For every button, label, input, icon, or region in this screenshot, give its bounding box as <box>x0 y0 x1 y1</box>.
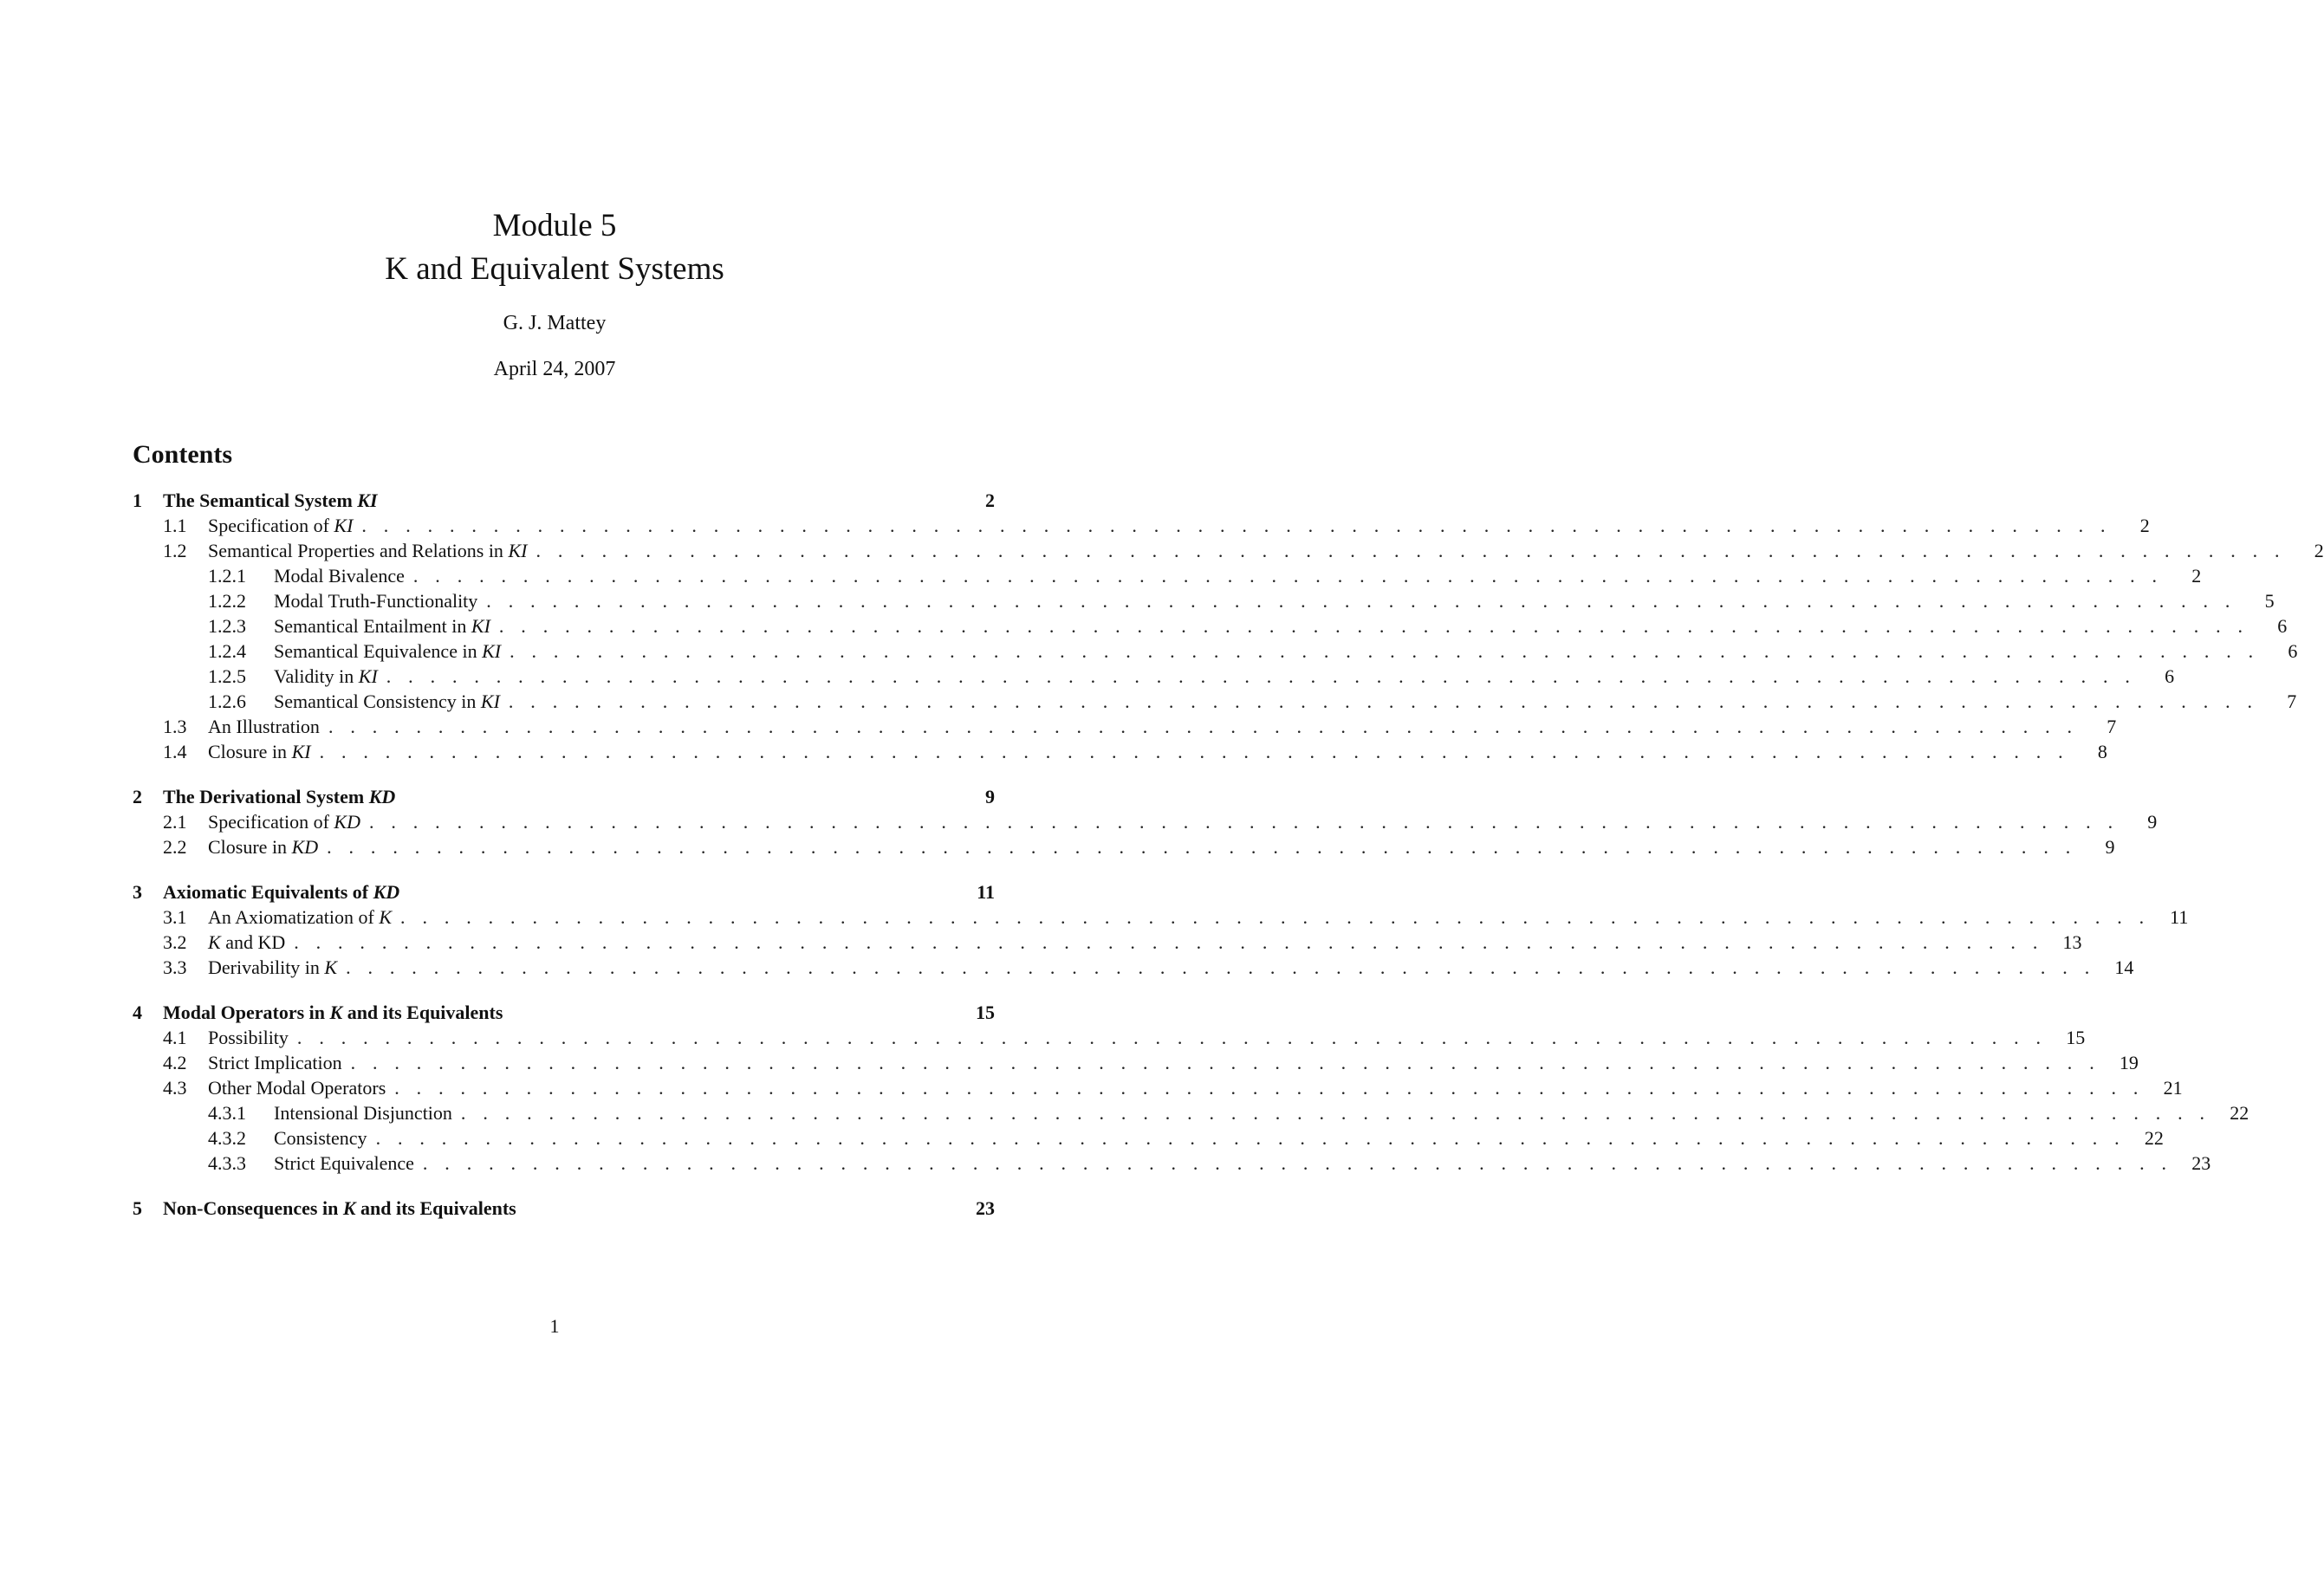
toc-page-number: 2 <box>2139 515 2150 536</box>
toc-title-italic: KI <box>358 665 378 687</box>
toc-entry-number: 3.1 <box>163 906 187 928</box>
author: G. J. Mattey <box>503 312 607 334</box>
toc-dot-leader: . . . . . . . . . . . . . . . . . . . . . . . . . . . . . . . . . . . . . . . . . . . . . . . . . . . . . . . . . . . . . . . . . . . . . . . . . . . . . . . . <box>361 515 2112 536</box>
toc-entry-number: 2.1 <box>163 811 187 833</box>
toc-entry-number: 1.4 <box>163 741 187 762</box>
toc-page-number: 2 <box>985 490 995 511</box>
toc-entry-title[interactable] <box>208 834 318 859</box>
toc-section-number: 5 <box>133 1197 142 1219</box>
toc-entry-title[interactable] <box>163 1196 516 1221</box>
toc-title-text: and its Equivalents <box>355 1197 516 1219</box>
toc-title-italic: KD <box>368 786 396 807</box>
toc-entry-row[interactable] <box>133 1025 2086 1050</box>
toc-page-number: 6 <box>2288 640 2298 662</box>
toc-entry-number: 1.2.6 <box>208 690 246 712</box>
toc-title-text: Axiomatic Equivalents of <box>163 881 373 903</box>
title-line-1: Module 5 <box>492 208 617 243</box>
toc-entry-title[interactable] <box>208 904 392 930</box>
toc-page-number: 8 <box>2097 741 2107 762</box>
toc-section-row[interactable] <box>133 879 995 904</box>
toc-dot-leader: . . . . . . . . . . . . . . . . . . . . . . . . . . . . . . . . . . . . . . . . . . . . . . . . . . . . . . . . . . . . . . . . . . . . . . . . . . . . . . . . <box>412 565 2164 587</box>
toc-section-row[interactable] <box>133 1000 995 1025</box>
toc-section <box>133 1000 2249 1176</box>
toc-title-text: Possibility <box>208 1027 289 1048</box>
toc-entry-row[interactable] <box>133 538 2324 563</box>
toc-title-text: Intensional Disjunction <box>274 1102 452 1124</box>
contents-heading: Contents <box>133 440 233 469</box>
toc-title-italic: KI <box>357 490 378 511</box>
toc-page-number: 7 <box>2107 716 2117 737</box>
toc-entry-title[interactable] <box>274 1125 367 1151</box>
toc-title-text: Semantical Entailment in <box>274 615 471 637</box>
toc-entry-row[interactable] <box>133 563 2202 588</box>
toc-entry-title[interactable] <box>274 689 500 714</box>
toc-title-text: Strict Equivalence <box>274 1152 414 1174</box>
title-block <box>0 204 1109 382</box>
toc-title-text: The Derivational System <box>163 786 369 807</box>
toc-title-italic: K <box>208 931 221 953</box>
toc-dot-leader: . . . . . . . . . . . . . . . . . . . . . . . . . . . . . . . . . . . . . . . . . . . . . . . . . . . . . . . . . . . . . . . . . . . . . . . . . . . . . . . . <box>486 590 2236 612</box>
date: April 24, 2007 <box>493 358 616 380</box>
toc-entry-row[interactable] <box>133 689 2297 714</box>
toc-section-number: 2 <box>133 786 142 807</box>
toc-title-text: Derivability in <box>208 956 325 978</box>
toc-entry-row[interactable] <box>133 664 2175 689</box>
toc-entry-row[interactable] <box>133 739 2107 764</box>
toc-section-number: 3 <box>133 881 142 903</box>
toc-section <box>133 784 2158 859</box>
toc-page-number: 2 <box>2191 565 2202 587</box>
toc-entry-number: 1.2.5 <box>208 665 246 687</box>
toc-entry-title[interactable] <box>208 809 360 834</box>
toc-entry-title[interactable] <box>163 1000 503 1025</box>
toc-title-text: Specification of <box>208 515 334 536</box>
toc-section <box>133 1196 995 1221</box>
toc-page-number: 2 <box>2314 540 2324 561</box>
toc-page-number: 9 <box>2147 811 2158 833</box>
toc-dot-leader: . . . . . . . . . . . . . . . . . . . . . . . . . . . . . . . . . . . . . . . . . . . . . . . . . . . . . . . . . . . . . . . . . . . . . . . . . . . . . . . . <box>296 1027 2048 1048</box>
toc-entry-title[interactable] <box>274 613 490 639</box>
toc-dot-leader: . . . . . . . . . . . . . . . . . . . . . . . . . . . . . . . . . . . . . . . . . . . . . . . . . . . . . . . . . . . . . . . . . . . . . . . . . . . . . . . . <box>510 640 2260 662</box>
toc-title-italic: K <box>342 1197 356 1219</box>
toc-entry-title[interactable] <box>208 739 311 764</box>
toc-page-number: 22 <box>2144 1127 2164 1149</box>
toc-entry-title[interactable] <box>208 955 337 980</box>
toc-dot-leader: . . . . . . . . . . . . . . . . . . . . . . . . . . . . . . . . . . . . . . . . . . . . . . . . . . . . . . . . . . . . . . . . . . . . . . . . . . . . . . . . <box>460 1102 2211 1124</box>
toc-title-text: An Axiomatization of <box>208 906 380 928</box>
toc-dot-leader: . . . . . . . . . . . . . . . . . . . . . . . . . . . . . . . . . . . . . . . . . . . . . . . . . . . . . . . . . . . . . . . . . . . . . . . . . . . . . . . . <box>400 906 2151 928</box>
toc-entry-title[interactable] <box>208 1075 386 1100</box>
toc-entry-row[interactable] <box>133 834 2115 859</box>
toc-page-number: 13 <box>2062 931 2082 953</box>
toc-entry-number: 1.3 <box>163 716 187 737</box>
toc-page-number: 5 <box>2264 590 2275 612</box>
toc-page-number: 23 <box>976 1197 995 1219</box>
toc-entry-number: 4.3.2 <box>208 1127 246 1149</box>
toc-entry-number: 1.1 <box>163 515 187 536</box>
toc-entry-row[interactable] <box>133 904 2189 930</box>
toc-title-italic: K <box>379 906 393 928</box>
toc-title-text: Semantical Consistency in <box>274 690 481 712</box>
toc-entry-number: 4.1 <box>163 1027 187 1048</box>
toc-page-number: 22 <box>2230 1102 2249 1124</box>
toc-entry-row[interactable] <box>133 955 2134 980</box>
toc-page-number: 9 <box>985 786 995 807</box>
toc-page-number: 6 <box>2277 615 2288 637</box>
toc-entry-number: 1.2.1 <box>208 565 246 587</box>
toc-dot-leader: . . . . . . . . . . . . . . . . . . . . . . . . . . . . . . . . . . . . . . . . . . . . . . . . . . . . . . . . . . . . . . . . . . . . . . . . . . . . . . . . <box>368 811 2120 833</box>
toc-entry-number: 4.2 <box>163 1052 187 1073</box>
toc-page-number: 9 <box>2105 836 2115 858</box>
toc-entry-title[interactable] <box>208 513 353 538</box>
toc-dot-leader: . . . . . . . . . . . . . . . . . . . . . . . . . . . . . . . . . . . . . . . . . . . . . . . . . . . . . . . . . . . . . . . . . . . . . . . . . . . . . . . . <box>394 1077 2145 1099</box>
toc-entry-row[interactable] <box>133 714 2117 739</box>
toc-entry-number: 1.2.3 <box>208 615 246 637</box>
toc-title-italic: KI <box>471 615 490 637</box>
toc-title-text: An Illustration <box>208 716 320 737</box>
toc-page-number: 15 <box>976 1002 995 1023</box>
toc-title-italic: KI <box>291 741 311 762</box>
toc-entry-title[interactable] <box>163 784 395 809</box>
toc-page-number: 21 <box>2163 1077 2183 1099</box>
toc-entry-number: 3.3 <box>163 956 187 978</box>
toc-entry-row[interactable] <box>133 1125 2164 1151</box>
toc-entry-title[interactable] <box>208 538 527 563</box>
toc-entry-title[interactable] <box>208 714 320 739</box>
toc-page-number: 19 <box>2119 1052 2139 1073</box>
toc-title-text: Consistency <box>274 1127 367 1149</box>
toc-title-text: Specification of <box>208 811 334 833</box>
toc-section-row[interactable] <box>133 1196 995 1221</box>
toc-title-italic: KD <box>334 811 360 833</box>
toc-entry-title[interactable] <box>163 879 399 904</box>
toc-title-italic: KI <box>480 690 500 712</box>
toc-title-text: The Semantical System <box>163 490 358 511</box>
toc-title-text: Validity in <box>274 665 359 687</box>
toc-entry-row[interactable] <box>133 588 2275 613</box>
toc-title-text: Semantical Properties and Relations in <box>208 540 509 561</box>
toc-entry-title[interactable] <box>208 1050 342 1075</box>
toc-dot-leader: . . . . . . . . . . . . . . . . . . . . . . . . . . . . . . . . . . . . . . . . . . . . . . . . . . . . . . . . . . . . . . . . . . . . . . . . . . . . . . . . <box>508 690 2259 712</box>
toc-entry-row[interactable] <box>133 1075 2183 1100</box>
toc-entry-row[interactable] <box>133 513 2150 538</box>
toc-section-number: 4 <box>133 1002 142 1023</box>
toc-section-number: 1 <box>133 490 142 511</box>
toc-entry-title[interactable] <box>274 664 378 689</box>
toc-entry-row[interactable] <box>133 613 2288 639</box>
toc-section-row[interactable] <box>133 488 995 513</box>
toc-title-italic: KD <box>373 881 400 903</box>
toc-entry-number: 3.2 <box>163 931 187 953</box>
toc-entry-title[interactable] <box>274 1151 414 1176</box>
toc-title-italic: K <box>329 1002 343 1023</box>
toc-dot-leader: . . . . . . . . . . . . . . . . . . . . . . . . . . . . . . . . . . . . . . . . . . . . . . . . . . . . . . . . . . . . . . . . . . . . . . . . . . . . . . . . <box>422 1152 2173 1174</box>
toc-entry-title[interactable] <box>163 488 378 513</box>
toc-page-number: 11 <box>2170 906 2189 928</box>
toc-title-text: Closure in <box>208 836 292 858</box>
toc-title-italic: KD <box>291 836 319 858</box>
toc-entry-row[interactable] <box>133 809 2158 834</box>
toc-title-text: Modal Bivalence <box>274 565 405 587</box>
table-of-contents <box>133 488 2324 1241</box>
toc-title-text: Strict Implication <box>208 1052 342 1073</box>
toc-entry-title[interactable] <box>274 563 405 588</box>
toc-dot-leader: . . . . . . . . . . . . . . . . . . . . . . . . . . . . . . . . . . . . . . . . . . . . . . . . . . . . . . . . . . . . . . . . . . . . . . . . . . . . . . . . <box>294 931 2044 953</box>
toc-entry-number: 1.2.2 <box>208 590 246 612</box>
toc-title-text: Modal Truth-Functionality <box>274 590 478 612</box>
toc-entry-number: 1.2 <box>163 540 187 561</box>
toc-title-italic: K <box>324 956 338 978</box>
toc-dot-leader: . . . . . . . . . . . . . . . . . . . . . . . . . . . . . . . . . . . . . . . . . . . . . . . . . . . . . . . . . . . . . . . . . . . . . . . . . . . . . . . . <box>386 665 2137 687</box>
title-line-2: K and Equivalent Systems <box>385 251 724 287</box>
toc-entry-row[interactable] <box>133 930 2082 955</box>
toc-page-number: 6 <box>2165 665 2175 687</box>
toc-dot-leader: . . . . . . . . . . . . . . . . . . . . . . . . . . . . . . . . . . . . . . . . . . . . . . . . . . . . . . . . . . . . . . . . . . . . . . . . . . . . . . . . <box>346 956 2096 978</box>
toc-entry-row[interactable] <box>133 639 2298 664</box>
toc-dot-leader: . . . . . . . . . . . . . . . . . . . . . . . . . . . . . . . . . . . . . . . . . . . . . . . . . . . . . . . . . . . . . . . . . . . . . . . . . . . . . . . . <box>327 836 2077 858</box>
toc-entry-row[interactable] <box>133 1100 2249 1125</box>
toc-entry-number: 2.2 <box>163 836 187 858</box>
toc-entry-title[interactable] <box>274 1100 452 1125</box>
toc-page-number: 15 <box>2066 1027 2086 1048</box>
toc-entry-number: 4.3.3 <box>208 1152 246 1174</box>
toc-title-text: and its Equivalents <box>342 1002 503 1023</box>
page-number: 1 <box>549 1315 560 1337</box>
toc-title-text: Semantical Equivalence in <box>274 640 483 662</box>
toc-dot-leader: . . . . . . . . . . . . . . . . . . . . . . . . . . . . . . . . . . . . . . . . . . . . . . . . . . . . . . . . . . . . . . . . . . . . . . . . . . . . . . . . <box>498 615 2249 637</box>
toc-title-italic: KI <box>334 515 354 536</box>
toc-dot-leader: . . . . . . . . . . . . . . . . . . . . . . . . . . . . . . . . . . . . . . . . . . . . . . . . . . . . . . . . . . . . . . . . . . . . . . . . . . . . . . . . <box>350 1052 2100 1073</box>
toc-entry-number: 4.3.1 <box>208 1102 246 1124</box>
toc-page-number: 23 <box>2191 1152 2211 1174</box>
toc-title-text: Non-Consequences in <box>163 1197 343 1219</box>
toc-section <box>133 879 2189 980</box>
toc-entry-title[interactable] <box>208 1025 289 1050</box>
toc-entry-row[interactable] <box>133 1050 2139 1075</box>
toc-dot-leader: . . . . . . . . . . . . . . . . . . . . . . . . . . . . . . . . . . . . . . . . . . . . . . . . . . . . . . . . . . . . . . . . . . . . . . . . . . . . . . . . <box>536 540 2286 561</box>
toc-entry-title[interactable] <box>274 639 501 664</box>
toc-dot-leader: . . . . . . . . . . . . . . . . . . . . . . . . . . . . . . . . . . . . . . . . . . . . . . . . . . . . . . . . . . . . . . . . . . . . . . . . . . . . . . . . <box>319 741 2069 762</box>
toc-dot-leader: . . . . . . . . . . . . . . . . . . . . . . . . . . . . . . . . . . . . . . . . . . . . . . . . . . . . . . . . . . . . . . . . . . . . . . . . . . . . . . . . <box>328 716 2079 737</box>
toc-section <box>133 488 2324 764</box>
toc-page-number: 11 <box>977 881 995 903</box>
toc-page-number: 7 <box>2287 690 2297 712</box>
toc-entry-number: 1.2.4 <box>208 640 246 662</box>
toc-title-text: Modal Operators in <box>163 1002 330 1023</box>
toc-entry-title[interactable] <box>274 588 477 613</box>
toc-entry-row[interactable] <box>133 1151 2211 1176</box>
toc-title-italic: KI <box>508 540 528 561</box>
toc-section-row[interactable] <box>133 784 995 809</box>
toc-entry-title[interactable] <box>208 930 285 955</box>
toc-page-number: 14 <box>2114 956 2134 978</box>
toc-title-text: Other Modal Operators <box>208 1077 386 1099</box>
toc-entry-number: 4.3 <box>163 1077 187 1099</box>
toc-title-italic: KI <box>482 640 502 662</box>
toc-title-text: and KD <box>220 931 286 953</box>
toc-dot-leader: . . . . . . . . . . . . . . . . . . . . . . . . . . . . . . . . . . . . . . . . . . . . . . . . . . . . . . . . . . . . . . . . . . . . . . . . . . . . . . . . <box>375 1127 2126 1149</box>
toc-title-text: Closure in <box>208 741 292 762</box>
